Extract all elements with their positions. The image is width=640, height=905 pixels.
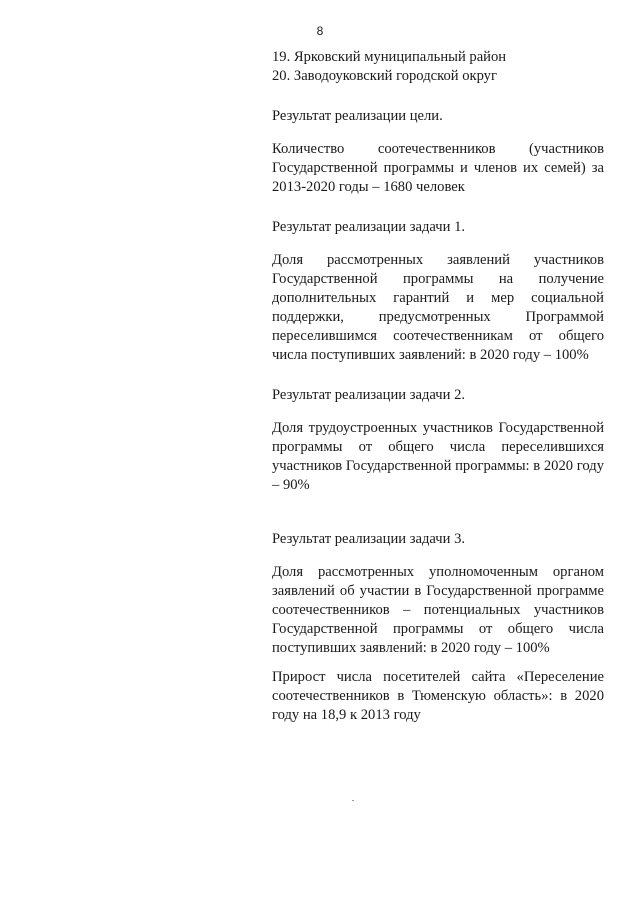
page-number: 8 — [316, 24, 324, 38]
site-visitors-text: Прирост числа посетителей сайта «Переселение соотечественников в Тюменскую область»: в 2020 году на 18,9 к 2013 году — [272, 669, 604, 723]
task1-result-text: Доля рассмотренных заявлений участников Государственной программы на получение дополнительных гарантий и мер социальной поддержки, предусмотренных Программой переселившимся соотечественникам от общего числа поступивших заявлений: в 2020 году – 100% — [272, 252, 604, 363]
task3-result-heading: Результат реализации задачи 3. — [272, 531, 466, 547]
document-body — [272, 48, 604, 725]
goal-result-text: Количество соотечественников (участников Государственной программы и членов их семей) за 2013-2020 годы – 1680 человек — [272, 141, 604, 195]
task2-result-heading: Результат реализации задачи 2. — [272, 387, 466, 403]
list-item-19: 19. Ярковский муниципальный район — [272, 49, 507, 65]
scan-speck — [352, 800, 354, 801]
goal-result-heading: Результат реализации цели. — [272, 108, 443, 124]
task3-result-text: Доля рассмотренных уполномоченным органом заявлений об участии в Государственной программе соотечественников – потенциальных участников Государственной программы от общего числа поступивших заявлений: в 2020 году – 100% — [272, 564, 604, 656]
task1-result-heading: Результат реализации задачи 1. — [272, 219, 466, 235]
list-item-20: 20. Заводоуковский городской округ — [272, 68, 497, 84]
task2-result-text: Доля трудоустроенных участников Государственной программы от общего числа переселившихся участников Государственной программы: в 2020 году – 90% — [272, 420, 604, 493]
